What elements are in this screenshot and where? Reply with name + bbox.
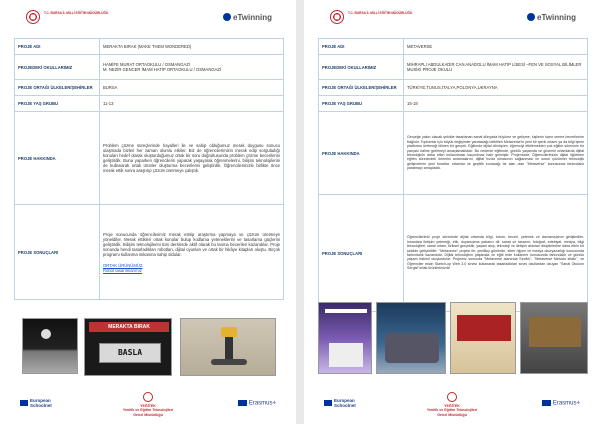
ortak-urun-link[interactable]: ORTAK ÜRÜNÜMÜZ bbox=[103, 262, 143, 268]
right-page bbox=[304, 0, 600, 424]
table-row bbox=[319, 112, 588, 195]
row-label: PROJE ORTAĞI ÜLKELER/ŞEHİRLER bbox=[319, 80, 404, 96]
page-header bbox=[304, 8, 600, 34]
row-value: Gerçeğe yakın olacak şekilde tasarlanan sanal dünyada büyüme ve gelişme, kişilerin kanır verme becerilerine bağlıdır. Toplumlar için büyük değişimler yaratacağı belirtilen Metaverse'in yeni bir içerik ortamı ya da bilgi işlem platformu üretmeği bilinen bir gerçek. Eğitimde dijital dönüşüm, öğrenciyi etkilemekten çok eğitim sürecinin bir parçası haline getirmeyi amaçlamaktadır. Bu nedenle eğitimde, günlük yaşamda ve güvenlir ortamlarda dijital teknolojinin daha etkin kullanılması kaçınılmaz hale gelmiştir. Projemizde; Öğrencilerimizin dijital öğütmen eğitim sürecindek önemini anlamalarını, dijital hızlar olmasının sağlanması ve sorun çözümler teknolojik gelişmelerin yeni fırsatlar, ortamlar ve geçitlik sunacağı bir alan olan "Metaverse" konusunda farkındalık yaratmayı amaçladık. bbox=[404, 112, 588, 195]
photo-robot bbox=[180, 318, 276, 376]
table-row bbox=[15, 39, 284, 55]
meb-logo-text: T.C. BURSA İL MİLLİ EĞİTİM MÜDÜRLÜĞÜ bbox=[348, 11, 413, 15]
row-value: MİHRAPLI ABDULKADİR CAN ANADOLU İMAM HATİP LİSESİ –FEN VE SOSYAL BİLİMLER MUSİKİ PROJE OKULU bbox=[404, 55, 588, 80]
row-value: MERAKTA BIRAK (MAKE THEM WONDERED) bbox=[100, 39, 284, 55]
yegitek-logo: YEĞİTEK Yenilik ve Eğitim Teknolojileri Genel Müdürlüğü bbox=[412, 392, 492, 417]
project-photos bbox=[14, 318, 284, 378]
row-value: Öğrencilerimiz proje sürecinde dijital ortamda bilgi, tutum, beceri, yetenek ve davranışlarını geliştirdiler. İnsanlara iletişim yeteneği, etik, duyarsızma yabancı dil, sanat ve tasarım, fotoğraf, edebiyat, medya, bilgi teknolojileri, sanal ortam, fiziksel gerçeklik, yaşam akış, teknoloji ve iletişim aracları disiplinlerine daha etkin bir şekilde geliştirdiler. "Metaverse" projesi ile; yenilikçi günlerde, siber hijyen ve medya okuryazarlığı konusunda farkındalık kazandılar. Dijital teknolojinin yaşamda ve eğiti mde kullanımı konusunda farkındalık ve günlük yaşam hâkimi oluşturdular. Projemiz sonunda "Metaverse alanında Sınıflık", "Metaverse Metodu kitabı", ve Öğrenciler mizin Sketch-up Web 3.0 sınavı kullanarak tasarladıkları sınav okullardan okuyan "Sanal Okulum Sergisi"ortak ürünlerimizdir bbox=[404, 195, 588, 312]
photo-moon-landscape bbox=[22, 318, 78, 374]
row-value: BURSA bbox=[100, 80, 284, 96]
etwinning-logo: eTwinning bbox=[223, 12, 272, 22]
etwinning-star-icon bbox=[527, 13, 535, 21]
etwinning-logo: eTwinning bbox=[527, 12, 576, 22]
page-footer bbox=[0, 390, 296, 416]
european-schoolnet-logo: European Schoolnet bbox=[324, 398, 356, 408]
table-row bbox=[319, 55, 588, 80]
row-label: PROJE ORTAĞI ÜLKELER/ŞEHİRLER bbox=[15, 80, 100, 96]
project-info-table bbox=[14, 38, 284, 300]
row-label: PROJE SONUÇLARI bbox=[15, 205, 100, 300]
row-label: PROJE HAKKINDA bbox=[15, 112, 100, 205]
table-row bbox=[319, 80, 588, 96]
row-label: PROJE ADI bbox=[319, 39, 404, 55]
row-value bbox=[100, 205, 284, 300]
row-value: HAMİFE MURAT ORTAOKULU / OSMANGAZİ M. NEZİR GENCER İMAM HATİP ORTAOKULU / OSMANGAZİ bbox=[100, 55, 284, 80]
row-label: PROJE YAŞ GRUBU bbox=[319, 96, 404, 112]
row-label: PROJE ADI bbox=[15, 39, 100, 55]
table-row bbox=[15, 80, 284, 96]
robot-tasarim-link[interactable]: Robot tasarımlarımız bbox=[103, 267, 142, 273]
table-row bbox=[319, 39, 588, 55]
etwinning-star-icon bbox=[223, 13, 231, 21]
table-row bbox=[319, 195, 588, 312]
photo-poster bbox=[318, 302, 372, 374]
european-schoolnet-logo: European Schoolnet bbox=[20, 398, 52, 408]
table-row bbox=[15, 205, 284, 300]
left-page bbox=[0, 0, 296, 424]
game-start-label: BASLA bbox=[99, 343, 161, 363]
erasmus-logo: Erasmus+ bbox=[238, 400, 276, 407]
row-value: 11-13 bbox=[100, 96, 284, 112]
row-value: TÜRKİYE,TUNUS,İTALYA,POLONYA,UKRAYNA bbox=[404, 80, 588, 96]
eu-flag-icon bbox=[542, 400, 551, 406]
row-label: PROJEDEKİ OKULLARIMIZ bbox=[15, 55, 100, 80]
row-label: PROJEDEKİ OKULLARIMIZ bbox=[319, 55, 404, 80]
eu-flag-icon bbox=[324, 400, 332, 406]
row-label: PROJE SONUÇLARI bbox=[319, 195, 404, 312]
meb-logo-icon bbox=[26, 10, 40, 24]
results-text: Proje sonucunda öğrencilerimiz merak ettirip araştırma yapmaya ve çözüm üretmeye yöneldiler. Merak ettikleri ortak konular bulup kodlama yeteneklerini ve tasarlama güçlerini geliştirdik. Bilişim teknolojilerini tüm derslerde aktif olarak bu lanma becerileri kazandılar. Proje sonunda hendi tasarladıkları robotları, dijital oyunları ve ortak bir hikâye kitapları oluştu. Birçok programı kullanma imkanına sahip oldular. bbox=[103, 231, 280, 257]
page-header bbox=[0, 8, 296, 34]
row-value: Problem çözme süreçlerinde hayalleri ile ve sahip olduğumuz merak duygusu sonucu ulaşmada bizleri her zaman olumlu etkiler. Biz de öğrencilerimizin merak edip sorguladığı konuları hedef olarak oluşturduğumuz ortak bir soru doğrultusunda problem çözme becerilerini geliştirdik. Buna yaparken öğrencilerin yaparak yaşayarak öğrenmelerini, bilişim teknolojilerini de kullanarak ortak ürünler oluşturma becerilerini geliştirdik. Öğrencilerimizle birlikte önce merak ettik sonra araştırıp çözüm üretmeye çalıştık. bbox=[100, 112, 284, 205]
yegitek-seal-icon bbox=[447, 392, 457, 402]
yegitek-seal-icon bbox=[143, 392, 153, 402]
photo-exhibition bbox=[450, 302, 516, 374]
row-value: 15-18 bbox=[404, 96, 588, 112]
erasmus-logo: Erasmus+ bbox=[542, 400, 580, 407]
row-value: METAVERSE bbox=[404, 39, 588, 55]
table-row bbox=[319, 96, 588, 112]
photo-vr-group bbox=[376, 302, 446, 374]
eu-flag-icon bbox=[238, 400, 247, 406]
meb-logo-text: T.C. BURSA İL MİLLİ EĞİTİM MÜDÜRLÜĞÜ bbox=[44, 11, 109, 15]
game-title: MERAKTA BIRAK bbox=[89, 322, 169, 332]
project-photos bbox=[318, 302, 588, 374]
row-label: PROJE HAKKINDA bbox=[319, 112, 404, 195]
eu-flag-icon bbox=[20, 400, 28, 406]
page-footer bbox=[304, 390, 600, 416]
photo-merakta-birak-game bbox=[84, 318, 172, 376]
table-row bbox=[15, 112, 284, 205]
meb-logo-icon bbox=[330, 10, 344, 24]
photo-classroom-display bbox=[520, 302, 588, 374]
row-label: PROJE YAŞ GRUBU bbox=[15, 96, 100, 112]
yegitek-logo: YEĞİTEK Yenilik ve Eğitim Teknolojileri Genel Müdürlüğü bbox=[108, 392, 188, 417]
project-info-table bbox=[318, 38, 588, 312]
table-row bbox=[15, 55, 284, 80]
table-row bbox=[15, 96, 284, 112]
